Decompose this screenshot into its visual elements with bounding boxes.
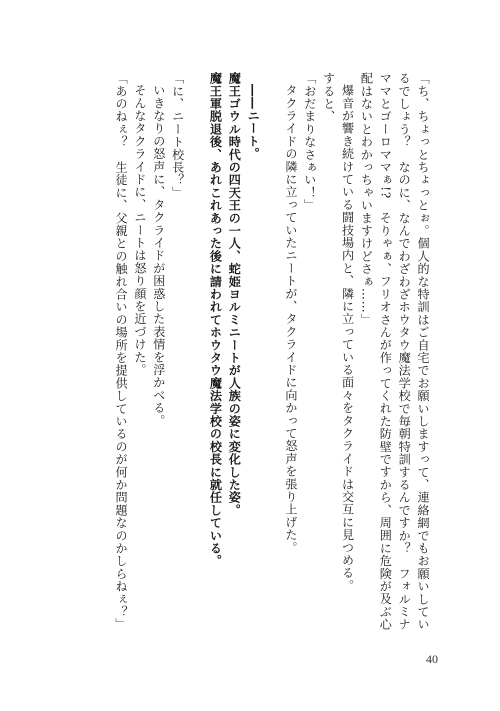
text-line: 「あのねぇ？ 生徒に、父親との触れ合いの場所を提供しているのが何か問題なのかしらねぇ？」 [114,72,128,631]
body-text [52,72,432,632]
text-line: 「に、ニート校長？」 [170,72,185,199]
text-line: そんなタクライドに、ニートは怒り顔を近づけた。 [132,84,147,377]
blank-line [187,72,206,632]
text-line: 「おだまりなさぁい！」 [302,72,317,212]
text-line: 「ち、ちょっとちょっとぉ。個人的な特訓はご自宅でお願いしますって、連絡網でもお願いしてい [416,72,430,631]
text-line-bold: ――ニート。 [246,84,261,161]
text-line: 爆音が響き続けている闘技場内と、隣に立っている面々をタクライドは交互に見つめる。 [340,84,355,593]
blank-line [262,72,281,632]
text-line: いきなりの怒声に、タクライドが困惑した表情を浮かべる。 [151,84,166,427]
page-number: 40 [426,652,438,666]
text-line: るでしょう？ なのに、なんでわざわざホウタウ魔法学校で毎朝特訓するんですか？ フォルミナ [397,72,412,631]
text-line-bold: 魔王ゴウル時代の四天王の一人、蛇姫ヨルミニートが人族の姿に変化した姿。 [227,72,242,517]
text-line-bold: 魔王軍脱退後、あれこれあった後に請われてホウタウ魔法学校の校長に就任している。 [208,72,223,568]
text-line: すると、 [321,72,336,123]
text-line: タクライドの隣に立っていたニートが、タクライドに向かって怒声を張り上げた。 [283,84,298,554]
text-line: ママとゴーロママぁ!? そりゃぁ、フリオさんが作ってくれた防壁ですから、周囲に危険が及ぶ心 [378,72,393,631]
text-line: 配はないとわかっちゃいますけどさぁ……」 [359,72,374,326]
